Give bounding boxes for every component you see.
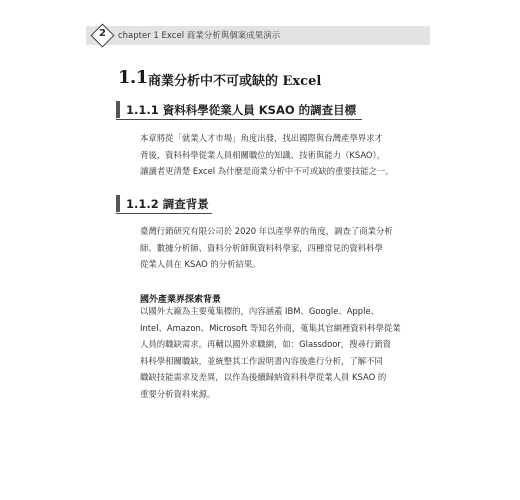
text-line: 讓讀者更清楚 Excel 為什麼是商業分析中不可或缺的重要技能之一。 [140, 166, 394, 177]
text-line: 料科學相關職缺，並統整其工作說明書內容後進行分析，了解不同 [140, 355, 383, 366]
subsection-label: 1.1.2 調查背景 [126, 197, 209, 211]
text-line: Intel、Amazon、Microsoft 等知名外商，蒐集其官網裡資料科學從業 [140, 322, 401, 333]
heading-rule [116, 213, 212, 214]
section-number: 1.1 [118, 67, 148, 88]
text-line: 背後，資料科學從業人員相關職位的知識、技術與能力（KSAO）， [140, 149, 386, 160]
page-number-badge [92, 25, 113, 46]
text-line: 臺灣行銷研究有限公司於 2020 年以產學界的角度，調查了商業分析 [140, 226, 393, 236]
text-line: 從業人員在 KSAO 的分析結果。 [140, 259, 261, 270]
text-line: 重要分析資料來源。 [140, 388, 216, 399]
running-title: chapter 1 Excel 商業分析與個案成果演示 [118, 31, 281, 41]
text-line: 以國外大廠為主要蒐集標的，內容涵蓋 IBM、Google、Apple、 [140, 306, 379, 316]
text-line: 職缺技能需求及差異，以作為後續歸納資料科學從業人員 KSAO 的 [140, 372, 387, 383]
text-line: 人員的職缺需求。再輔以國外求職網，如：Glassdoor，搜尋行銷資 [140, 339, 392, 350]
heading-rule [116, 119, 362, 120]
paragraph-3 [140, 303, 410, 403]
section-title: 商業分析中不可或缺的 Excel [148, 74, 322, 89]
paragraph-2 [140, 223, 410, 273]
minor-heading: 國外產業界探索背景 [140, 295, 222, 305]
paragraph-1 [140, 130, 410, 180]
heading-bar [116, 101, 120, 118]
text-line: 本章將從「就業人才市場」角度出發，找出國際與台灣產學界求才 [140, 133, 383, 143]
subsection-label: 1.1.1 資料科學從業人員 KSAO 的調查目標 [126, 103, 357, 117]
text-line: 師、數據分析師、資料分析師與資料科學家，四種常見的資料科學 [140, 242, 383, 253]
page-number: 2 [99, 28, 106, 39]
heading-bar [116, 195, 120, 212]
